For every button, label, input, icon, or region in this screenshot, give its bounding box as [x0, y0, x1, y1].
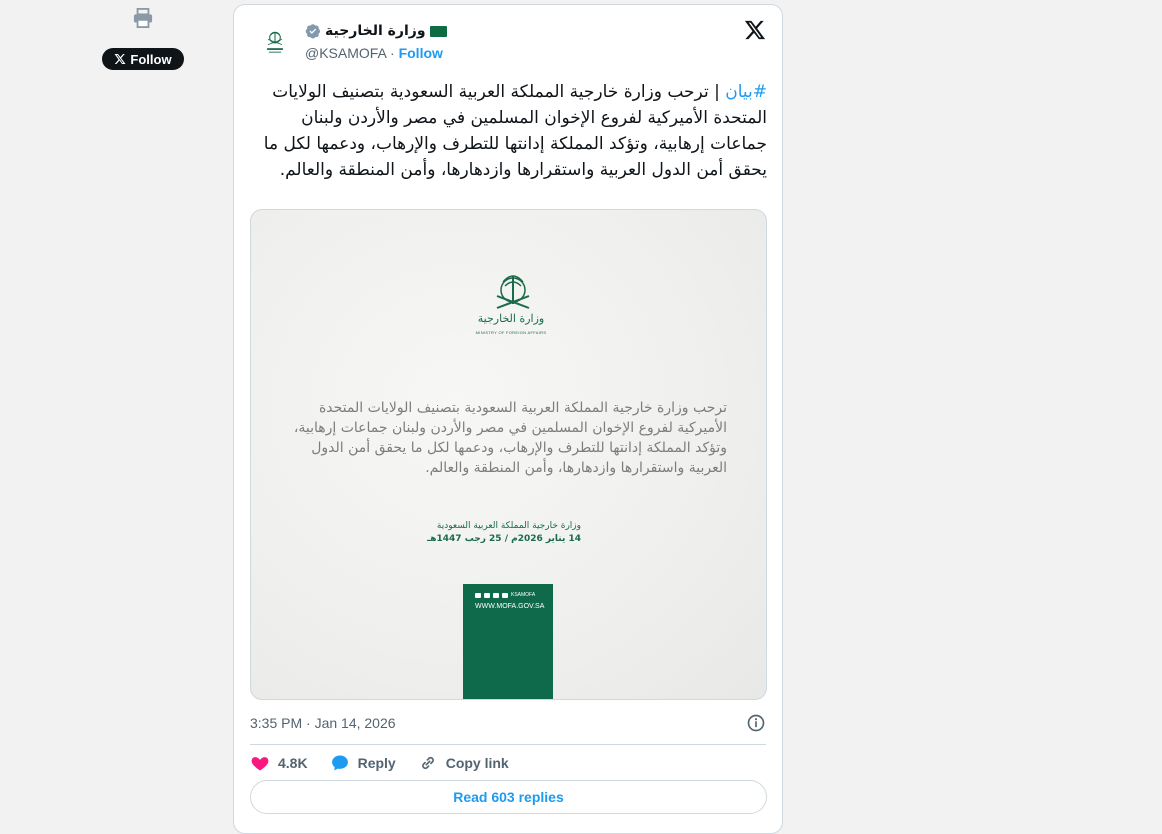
x-logo-icon	[114, 53, 126, 65]
verified-badge-icon	[305, 23, 321, 39]
avatar[interactable]	[258, 25, 292, 59]
tweet-text	[250, 79, 767, 183]
timestamp-row	[250, 711, 766, 735]
x-logo-icon[interactable]	[744, 19, 766, 41]
contact-panel	[463, 584, 553, 700]
signature-block	[411, 520, 581, 546]
tweet-body: | ترحب وزارة خارجية المملكة العربية السعودية بتصنيف الولايات المتحدة الأميركية لفروع الإخوان المسلمين في مصر والأردن ولبنان جماعات إرهابية، وتؤكد المملكة إدانتها للتطرف والإرهاب، ودعمها لكل ما يحقق أمن الدول العربية واستقرارها وازدهارها، وأمن المنطقة والعالم.	[263, 82, 767, 180]
emblem-subcaption: MINISTRY OF FOREIGN AFFAIRS	[475, 330, 547, 335]
handle[interactable]: @KSAMOFA	[305, 45, 387, 61]
social-handle: KSAMOFA	[511, 592, 536, 598]
reply-button[interactable]	[330, 753, 396, 773]
link-icon	[418, 753, 438, 773]
follow-on-x-button[interactable]	[102, 48, 184, 70]
mofa-emblem-icon	[260, 27, 290, 57]
reply-bubble-icon	[330, 753, 350, 773]
tweet-card	[233, 4, 783, 834]
print-button[interactable]	[131, 7, 155, 29]
read-replies-button[interactable]: Read 603 replies	[250, 780, 767, 814]
handle-separator: ·	[390, 45, 395, 61]
info-icon[interactable]	[746, 713, 766, 733]
follow-button-label: Follow	[130, 51, 172, 67]
copy-link-label: Copy link	[445, 755, 509, 771]
signature-name: وزارة خارجية المملكة العربية السعودية	[436, 521, 581, 531]
hashtag-link[interactable]: #بيان	[725, 82, 767, 102]
timestamp[interactable]: 3:35 PM · Jan 14, 2026	[250, 715, 396, 731]
instagram-icon	[484, 593, 490, 598]
print-icon	[132, 8, 154, 28]
divider	[250, 744, 766, 745]
signature-date: 14 يناير 2026م / 25 رجب 1447هـ	[427, 534, 581, 544]
heart-icon	[250, 753, 270, 773]
saudi-flag-icon	[430, 26, 447, 37]
like-button[interactable]	[250, 753, 308, 773]
emblem-caption: وزارة الخارجية	[477, 312, 545, 325]
youtube-icon	[475, 593, 481, 598]
reply-label: Reply	[357, 755, 396, 771]
action-bar	[250, 749, 509, 777]
facebook-icon	[493, 593, 499, 598]
author-block	[305, 21, 447, 61]
x-small-icon	[502, 593, 508, 598]
follow-link[interactable]: Follow	[398, 45, 443, 61]
copy-link-button[interactable]	[418, 753, 509, 773]
handle-row	[305, 45, 447, 61]
website-text: WWW.MOFA.GOV.SA	[475, 603, 545, 610]
tweet-header	[250, 17, 766, 67]
display-name[interactable]: وزارة الخارجية	[325, 23, 426, 39]
social-icons-row	[475, 592, 535, 598]
like-count: 4.8K	[278, 755, 308, 771]
left-rail	[0, 0, 234, 807]
tweet-image[interactable]	[250, 209, 767, 700]
statement-text: ترحب وزارة خارجية المملكة العربية السعودية بتصنيف الولايات المتحدة الأميركية لفروع الإخوان المسلمين في مصر والأردن ولبنان جماعات إرهابية، وتؤكد المملكة إدانتها للتطرف والإرهاب، ودعمها لكل ما يحقق أمن الدول العربية واستقرارها وازدهارها، وأمن المنطقة والعالم.	[293, 400, 727, 476]
